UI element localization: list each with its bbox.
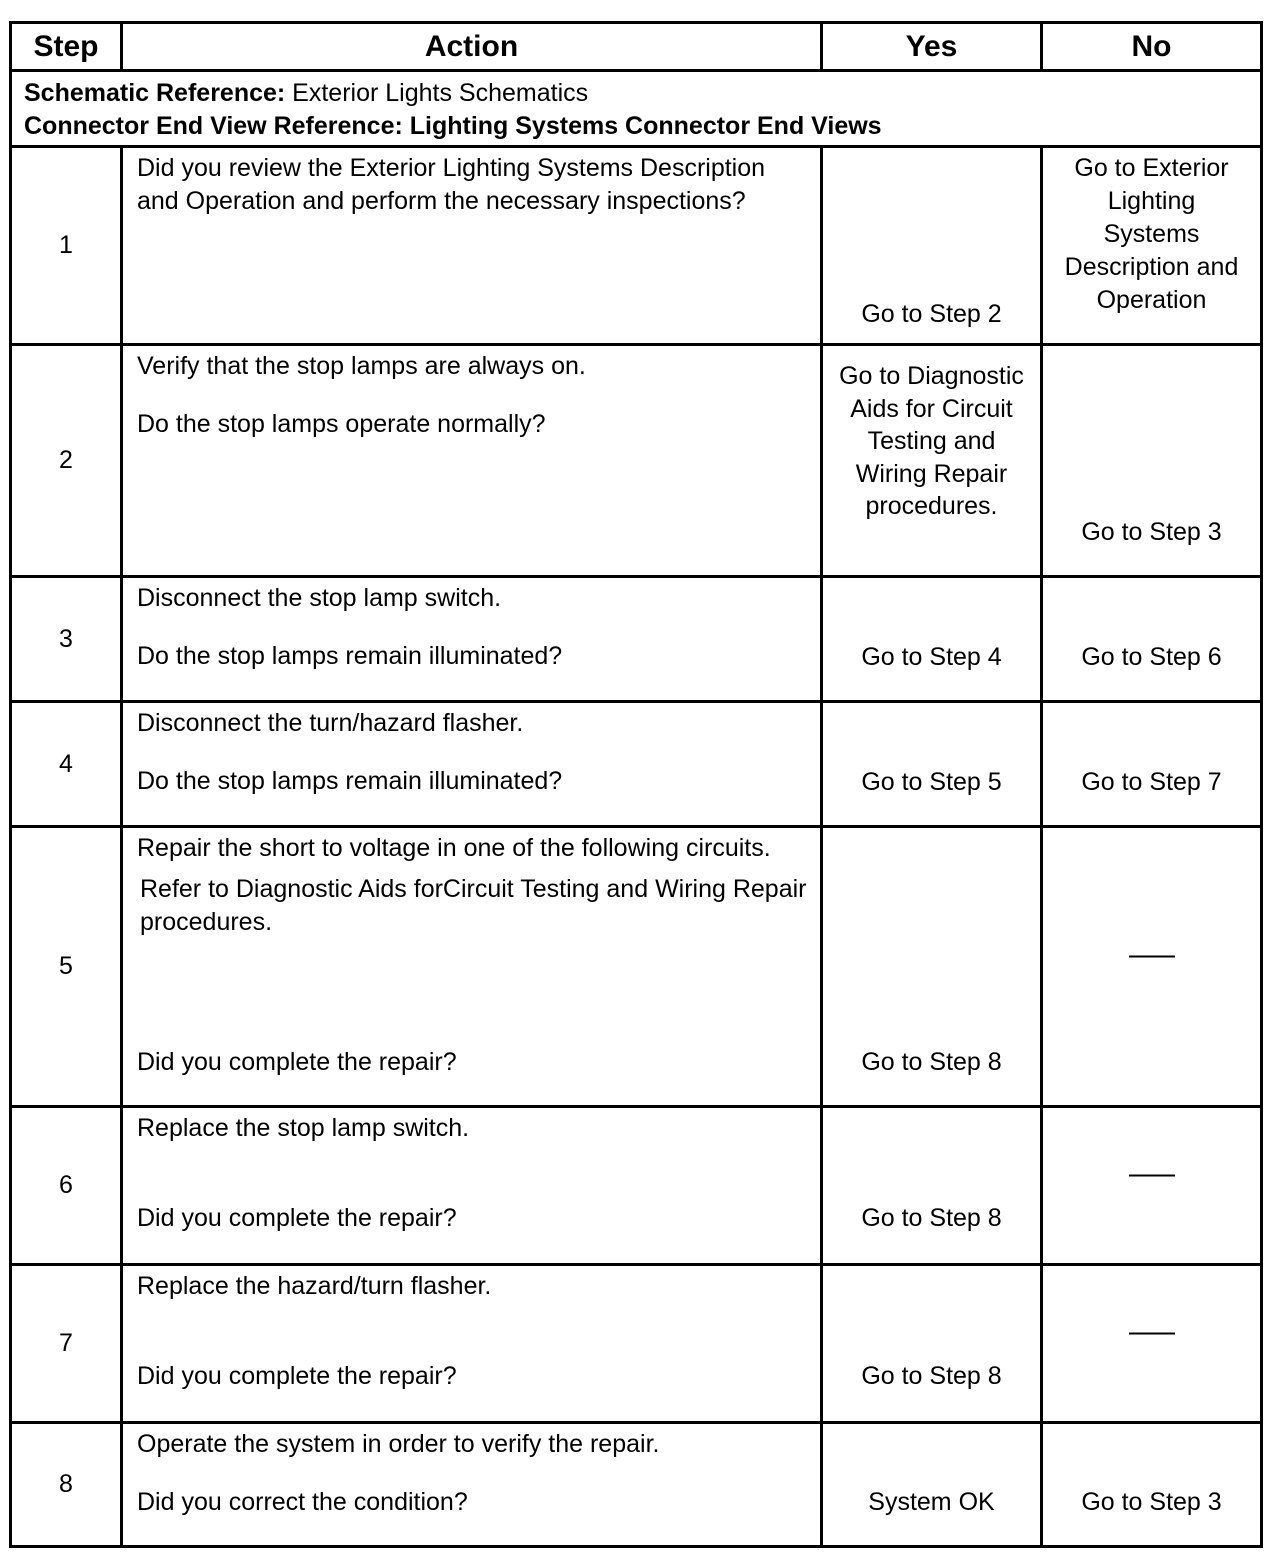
yes-result-text: Go to Step 8 <box>861 1362 1002 1390</box>
step-action <box>122 577 822 702</box>
yes-result <box>822 345 1042 577</box>
step-action <box>122 147 822 345</box>
spacer <box>137 383 810 408</box>
dash-mark <box>1129 955 1175 957</box>
yes-result-text: Go to Step 2 <box>861 300 1002 328</box>
no-result-text: Go to Step 6 <box>1081 643 1222 671</box>
reference-row <box>11 71 1262 147</box>
yes-result-text: Go to Step 8 <box>861 1048 1002 1076</box>
yes-result <box>822 1107 1042 1265</box>
no-result <box>1042 702 1262 827</box>
action-text: Did you review the Exterior Lighting Systems Description and Operation and perform the necessary inspections? <box>137 154 766 215</box>
no-result-text: Go to Step 3 <box>1081 1488 1222 1516</box>
yes-result-text: Go to Step 8 <box>861 1204 1002 1232</box>
action-text: Verify that the stop lamps are always on. <box>137 352 586 380</box>
action-text: Operate the system in order to verify the repair. <box>137 1430 660 1458</box>
step-action <box>122 1265 822 1423</box>
no-result <box>1042 1423 1262 1547</box>
no-result-dash <box>1043 1158 1260 1191</box>
action-question: Do the stop lamps operate normally? <box>137 410 546 438</box>
step-action <box>122 1107 822 1265</box>
table-row <box>11 1107 1262 1265</box>
action-question: Did you complete the repair? <box>137 1048 457 1076</box>
step-action <box>122 827 822 1107</box>
no-result-dash <box>1043 1316 1260 1349</box>
schematic-reference-value: Exterior Lights Schematics <box>285 79 589 107</box>
connector-reference-label: Connector End View Reference: Lighting Systems Connector End Views <box>24 112 882 140</box>
table-row <box>11 577 1262 702</box>
spacer <box>137 1461 810 1486</box>
action-question: Do the stop lamps remain illuminated? <box>137 767 563 795</box>
yes-result <box>822 577 1042 702</box>
dash-mark <box>1129 1175 1175 1177</box>
step-number: 2 <box>11 345 122 577</box>
yes-result-text: System OK <box>868 1488 995 1516</box>
dash-mark <box>1129 1333 1175 1335</box>
table-row <box>11 1265 1262 1423</box>
table-row <box>11 827 1262 1107</box>
no-result-text: Go to Step 3 <box>1081 518 1222 546</box>
action-question: Did you correct the condition? <box>137 1488 468 1516</box>
step-number: 7 <box>11 1265 122 1423</box>
no-result-text: Go to Step 7 <box>1081 768 1222 796</box>
no-result <box>1042 345 1262 577</box>
step-number: 6 <box>11 1107 122 1265</box>
step-action <box>122 345 822 577</box>
yes-result-text: Go to Step 4 <box>861 643 1002 671</box>
header-step: Step <box>11 23 122 71</box>
no-result <box>1042 147 1262 345</box>
schematic-reference <box>24 77 1248 110</box>
header-yes: Yes <box>822 23 1042 71</box>
table-row <box>11 1423 1262 1547</box>
action-note: Refer to Diagnostic Aids forCircuit Testing and Wiring Repair procedures. <box>140 875 807 936</box>
yes-result-text: Go to Step 5 <box>861 768 1002 796</box>
yes-result-text: Go to Diagnostic Aids for Circuit Testing and Wiring Repair procedures. <box>839 362 1024 520</box>
no-result <box>1042 827 1262 1107</box>
step-number: 4 <box>11 702 122 827</box>
table-row <box>11 345 1262 577</box>
step-number: 1 <box>11 147 122 345</box>
step-action <box>122 1423 822 1547</box>
yes-result <box>822 147 1042 345</box>
action-text: Disconnect the stop lamp switch. <box>137 584 502 612</box>
action-text: Disconnect the turn/hazard flasher. <box>137 709 524 737</box>
yes-result <box>822 702 1042 827</box>
no-result-dash <box>1043 939 1260 972</box>
reference-cell <box>11 71 1262 147</box>
no-result-text: Go to Exterior Lighting Systems Description and Operation <box>1064 154 1239 314</box>
action-text: Replace the hazard/turn flasher. <box>137 1272 492 1300</box>
yes-result <box>822 1265 1042 1423</box>
step-number: 3 <box>11 577 122 702</box>
spacer <box>137 615 810 640</box>
table-row <box>11 147 1262 345</box>
no-result <box>1042 1107 1262 1265</box>
no-result <box>1042 1265 1262 1423</box>
action-text: Replace the stop lamp switch. <box>137 1114 470 1142</box>
connector-reference <box>24 110 1248 143</box>
action-question: Do the stop lamps remain illuminated? <box>137 642 563 670</box>
action-question: Did you complete the repair? <box>137 1204 457 1232</box>
step-number: 8 <box>11 1423 122 1547</box>
header-action: Action <box>122 23 822 71</box>
header-row <box>11 23 1262 71</box>
step-number: 5 <box>11 827 122 1107</box>
step-action <box>122 702 822 827</box>
diagnostic-table <box>9 21 1263 1548</box>
table-row <box>11 702 1262 827</box>
no-result <box>1042 577 1262 702</box>
spacer <box>137 740 810 765</box>
header-no: No <box>1042 23 1262 71</box>
yes-result <box>822 1423 1042 1547</box>
yes-result <box>822 827 1042 1107</box>
schematic-reference-label: Schematic Reference: <box>24 79 286 107</box>
action-question: Did you complete the repair? <box>137 1362 457 1390</box>
action-text: Repair the short to voltage in one of the following circuits. <box>137 834 771 862</box>
